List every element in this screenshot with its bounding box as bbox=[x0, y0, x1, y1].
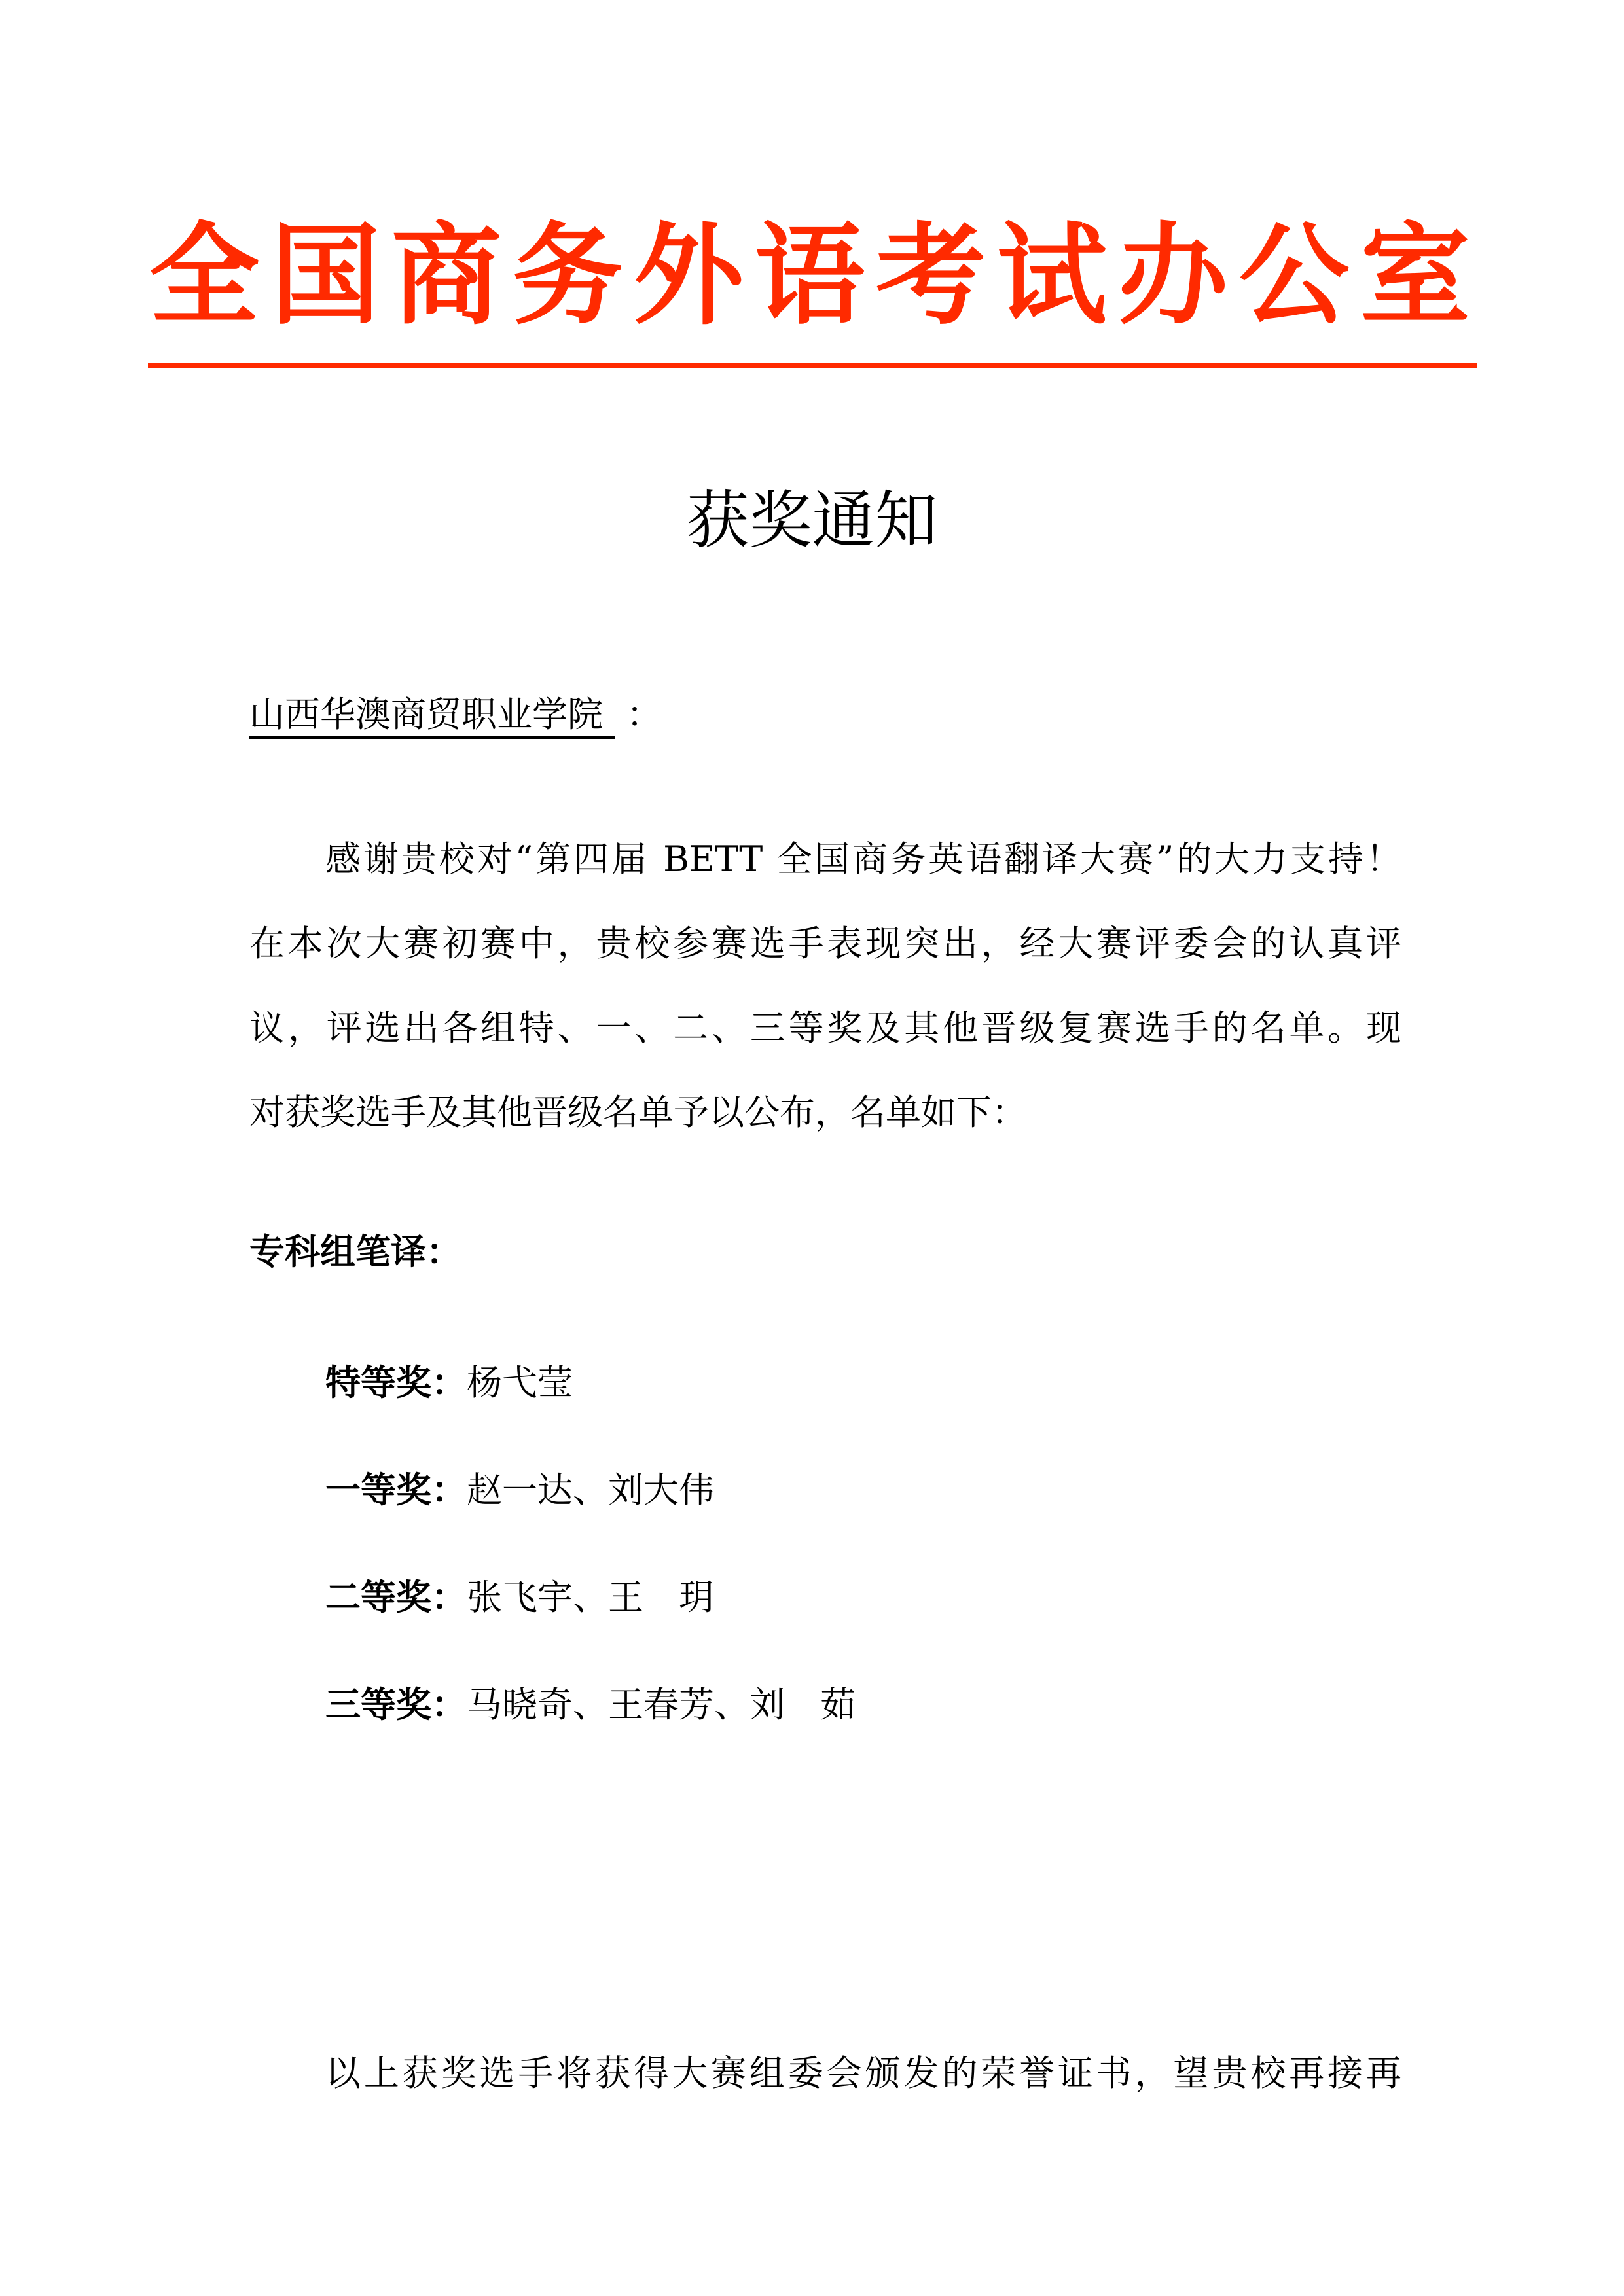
award-row bbox=[325, 1678, 856, 1785]
recipient-line bbox=[249, 689, 662, 741]
award-label: 二等奖： bbox=[325, 1576, 467, 1618]
award-row bbox=[325, 1571, 856, 1678]
award-names: 马晓奇、王春芳、刘 茹 bbox=[467, 1684, 856, 1725]
intro-paragraph bbox=[249, 817, 1401, 1155]
award-row bbox=[325, 1356, 856, 1463]
letterhead-title: 全国商务外语考试办公室 bbox=[149, 210, 1481, 340]
recipient-name: 山西华澳商贸职业学院 bbox=[249, 694, 615, 739]
section-heading: 专科组笔译： bbox=[249, 1230, 461, 1272]
intro-line: 对获奖选手及其他晋级名单予以公布，名单如下： bbox=[249, 1092, 1027, 1133]
recipient-colon: ： bbox=[626, 694, 662, 735]
closing-paragraph bbox=[249, 2047, 1401, 2100]
award-names: 杨弋莹 bbox=[467, 1362, 573, 1403]
award-names: 张飞宇、王 玥 bbox=[467, 1577, 714, 1618]
intro-line: 感谢贵校对“第四届 BETT 全国商务英语翻译大赛”的大力支持！ bbox=[325, 838, 1401, 880]
intro-line: 在本次大赛初赛中，贵校参赛选手表现突出，经大赛评委会的认真评 bbox=[249, 923, 1401, 964]
closing-line: 以上获奖选手将获得大赛组委会颁发的荣誉证书，望贵校再接再 bbox=[325, 2053, 1401, 2094]
letterhead-divider bbox=[148, 363, 1477, 368]
award-label: 三等奖： bbox=[325, 1683, 467, 1725]
awards-list bbox=[325, 1356, 856, 1785]
intro-line: 议，评选出各组特、一、二、三等奖及其他晋级复赛选手的名单。现 bbox=[249, 1007, 1401, 1049]
award-row bbox=[325, 1463, 856, 1571]
award-label: 特等奖： bbox=[325, 1361, 467, 1403]
award-names: 赵一达、刘大伟 bbox=[467, 1469, 714, 1511]
document-title: 获奖通知 bbox=[686, 484, 938, 557]
award-label: 一等奖： bbox=[325, 1469, 467, 1511]
